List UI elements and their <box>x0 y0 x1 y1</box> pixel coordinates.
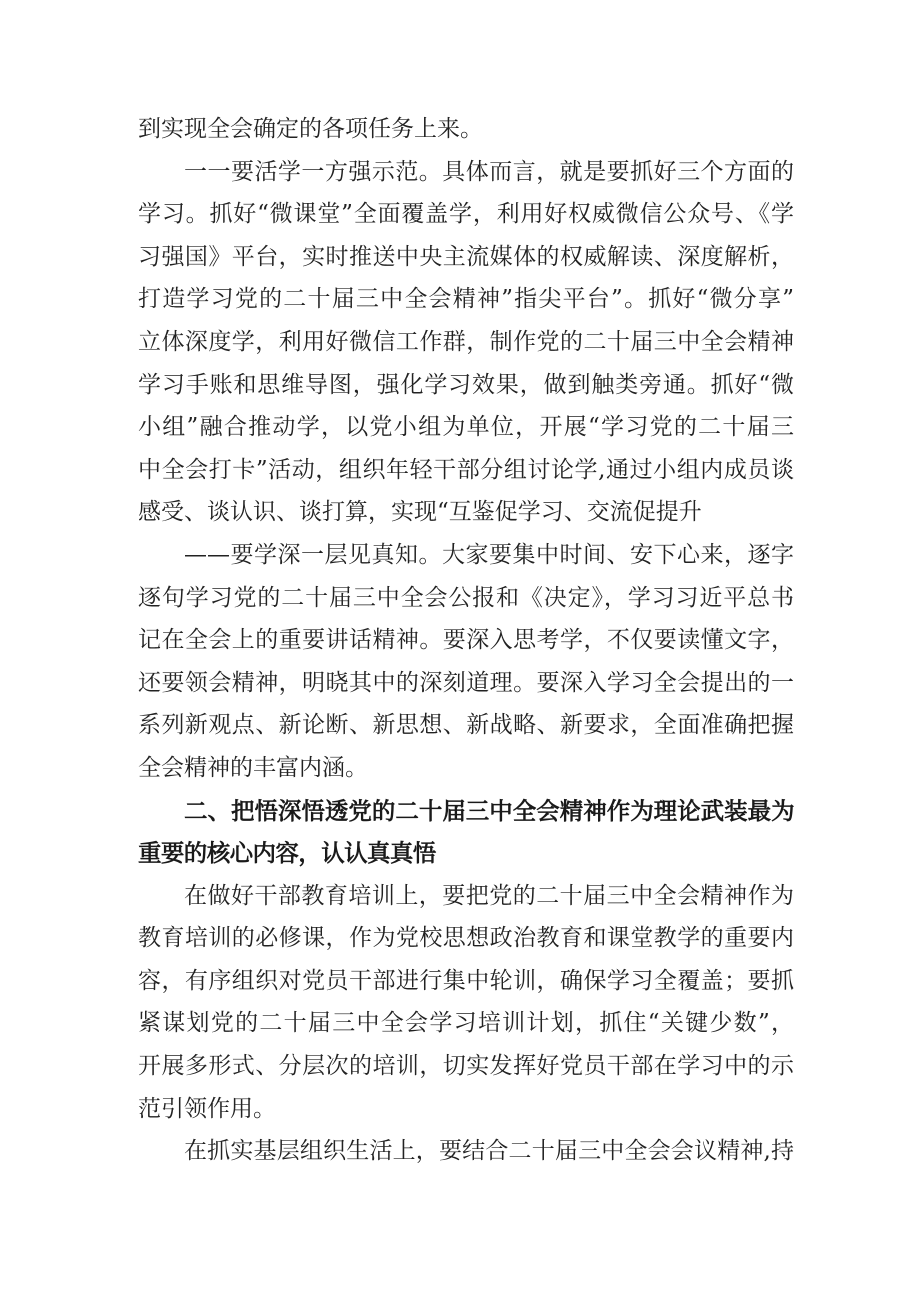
text-line: 容，有序组织对党员干部进行集中轮训，确保学习全覆盖；要抓 <box>138 967 794 994</box>
text-line: 开展多形式、分层次的培训，切实发挥好党员干部在学习中的示 <box>138 1053 794 1080</box>
paragraph-continuation <box>138 108 794 151</box>
text-line: 在做好干部教育培训上，要把党的二十届三中全会精神作为 <box>184 882 794 909</box>
section-heading <box>138 790 794 875</box>
paragraph-learn-actively <box>138 151 794 534</box>
text-line: 教育培训的必修课，作为党校思想政治教育和课堂教学的重要内 <box>138 925 794 952</box>
text-line: 感受、谈认识、谈打算，实现“互鉴促学习、交流促提升 <box>138 499 702 526</box>
paragraph-learn-deeply <box>138 534 794 790</box>
heading-line: 二、把悟深悟透党的二十届三中全会精神作为理论武装最为 <box>184 796 794 825</box>
text-line: 还要领会精神，明晓其中的深刻道理。要深入学习全会提出的一 <box>138 669 794 696</box>
text-line: 到实现全会确定的各项任务上来。 <box>138 116 483 142</box>
text-line: 学习。抓好“微课堂”全面覆盖学，利用好权威微信公众号、《学 <box>138 201 794 228</box>
text-line: 一一要活学一方强示范。具体而言，就是要抓好三个方面的 <box>184 158 794 185</box>
text-line: 范引领作用。 <box>138 1095 276 1122</box>
heading-line: 重要的核心内容，认认真真悟 <box>138 839 436 868</box>
text-line: ——要学深一层见真知。大家要集中时间、安下心来，逐字 <box>184 541 794 568</box>
text-line: 习强国》平台，实时推送中央主流媒体的权威解读、深度解析， <box>138 243 794 270</box>
text-line: 中全会打卡”活动，组织年轻干部分组讨论学,通过小组内成员谈 <box>138 456 794 483</box>
document-body <box>138 108 794 1173</box>
text-line: 在抓实基层组织生活上，要结合二十届三中全会会议精神,持 <box>184 1138 794 1165</box>
paragraph-grassroots-organization <box>138 1130 794 1173</box>
text-line: 立体深度学，利用好微信工作群，制作党的二十届三中全会精神 <box>138 328 794 355</box>
text-line: 全会精神的丰富内涵。 <box>138 754 368 781</box>
text-line: 打造学习党的二十届三中全会精神”指尖平台”。抓好“微分享” <box>138 286 794 313</box>
paragraph-cadre-training <box>138 875 794 1131</box>
text-line: 学习手账和思维导图，强化学习效果，做到触类旁通。抓好“微 <box>138 371 794 398</box>
text-line: 系列新观点、新论断、新思想、新战略、新要求，全面准确把握 <box>138 712 794 739</box>
text-line: 小组”融合推动学，以党小组为单位，开展“学习党的二十届三 <box>138 414 794 441</box>
text-line: 紧谋划党的二十届三中全会学习培训计划，抓住“关键少数”， <box>138 1010 794 1037</box>
text-line: 记在全会上的重要讲话精神。要深入思考学，不仅要读懂文字， <box>138 627 794 654</box>
text-line: 逐句学习党的二十届三中全会公报和《决定》，学习习近平总书 <box>138 584 794 611</box>
